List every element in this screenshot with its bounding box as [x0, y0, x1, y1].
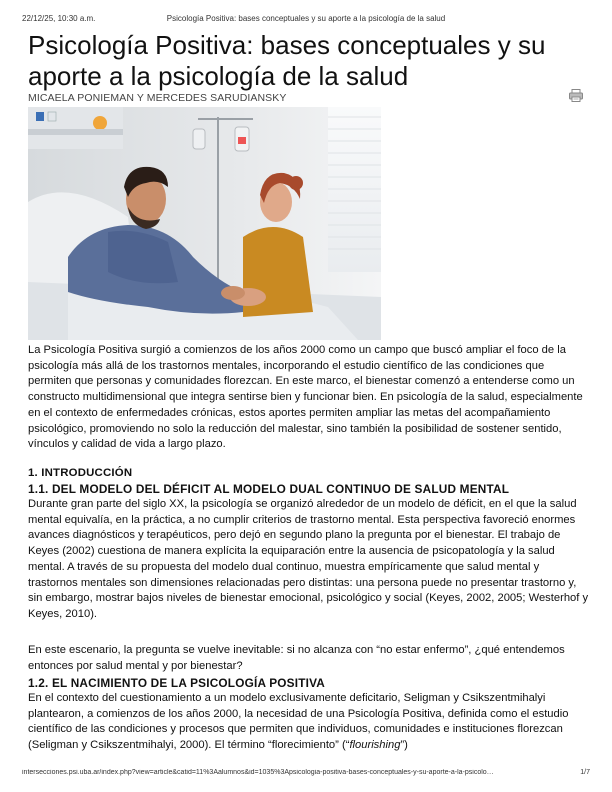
flourishing-term: flourishing [349, 739, 401, 752]
intro-paragraph: La Psicología Positiva surgió a comienzos de los años 2000 como un campo que buscó ampliar el foco de la psicología más allá de los trastornos mentales, incorporando el estudio científico de las condiciones que permiten que personas y comunidades florezcan. En este marco, el bienestar comenzó a entenderse como un constructo multidimensional que integra sentirse bien y funcionar bien. En psicología de la salud, especialmente en el contexto de enfermedades crónicas, estos aportes permiten ampliar las metas del acompañamiento psicológico, promoviendo no solo la reducción del malestar, sino también la posibilidad de sostener sentido, vínculos y calidad de vida a largo plazo. [28, 344, 583, 451]
section-1-1-paragraph-1: Durante gran parte del siglo XX, la psicología se organizó alrededor de un modelo de déficit, en el que la salud mental equivalía, en la práctica, a no cumplir criterios de trastorno mental. Esta perspectiva favoreció enormes avances diagnósticos y terapéuticos, pero dejó en segundo plano la pregunta por el bienestar. El trabajo de Keyes (2002) cuestiona de manera explícita la equiparación entre la ausencia de psicopatología y la salud mental. A través de su propuesta del modelo dual continuo, muestra empíricamente que salud mental y trastornos mentales son dimensiones relacionadas pero distintas: una persona puede no presentar trastorno y, sin embargo, mostrar bajos niveles de bienestar emocional, psicológico y social (Keyes, 2002, 2005; Westerhof y Keyes, 2010). [28, 498, 589, 620]
print-url: intersecciones.psi.uba.ar/index.php?view=article&catid=11%3Aalumnos&id=1035%3Apsicologia-positiva-bases-conceptuales-y-su-aporte-a-la-psicolo… [22, 769, 494, 776]
paragraph-text-end: ”) [400, 739, 408, 752]
hero-image-patient-and-companion [28, 107, 381, 340]
print-header [22, 14, 590, 26]
section-1-heading: 1. INTRODUCCIÓN [28, 467, 133, 479]
page-number: 1/7 [580, 769, 590, 776]
paragraph-text: En el contexto del cuestionamiento a un modelo exclusivamente deficitario, Seligman y Csikszentmihalyi plantearon, a comienzos de los años 2000, la necesidad de una Psicología Positiva, definida como el estudio científico de las condiciones y procesos que permiten que individuos, comunidades e instituciones florezcan (Seligman y Csikszentmihalyi, 2000). El término “florecimiento” (“ [28, 692, 569, 752]
section-1-1-paragraph-2: En este escenario, la pregunta se vuelve inevitable: si no alcanza con “no estar enfermo”, ¿qué entendemos entonces por salud mental y por bienestar? [28, 644, 565, 672]
section-1-1-heading: 1.1. DEL MODELO DEL DÉFICIT AL MODELO DUAL CONTINUO DE SALUD MENTAL [28, 482, 510, 496]
printer-icon[interactable] [569, 89, 583, 102]
section-1-2-paragraph-1 [28, 691, 590, 754]
article-authors: MICAELA PONIEMAN Y MERCEDES SARUDIANSKY [28, 92, 287, 104]
article-title: Psicología Positiva: bases conceptuales y su aporte a la psicología de la salud [28, 30, 546, 91]
print-datetime: 22/12/25, 10:30 a.m. [22, 14, 96, 23]
section-1-2-heading: 1.2. EL NACIMIENTO DE LA PSICOLOGÍA POSITIVA [28, 676, 325, 690]
print-page-title: Psicología Positiva: bases conceptuales y su aporte a la psicología de la salud [166, 14, 446, 23]
